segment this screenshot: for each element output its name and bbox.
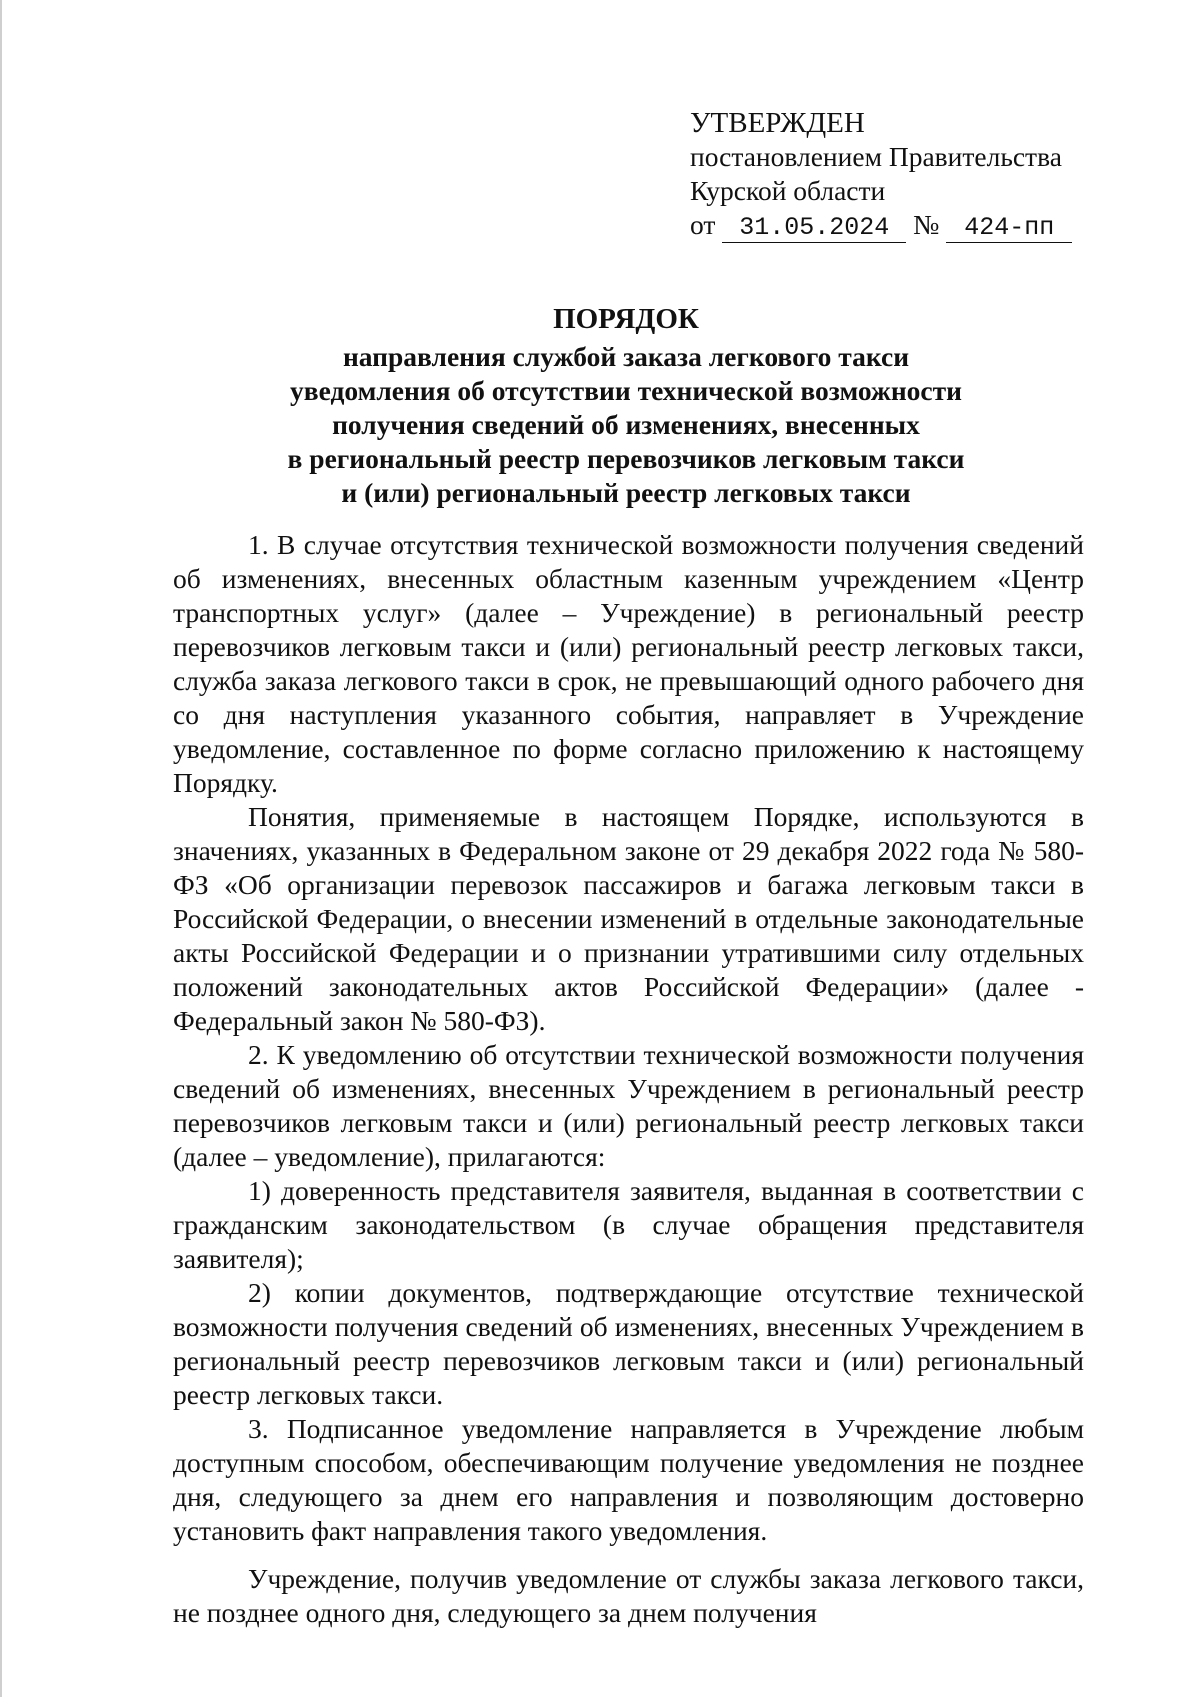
approval-stamp-block bbox=[690, 106, 1072, 243]
approval-title: УТВЕРЖДЕН bbox=[690, 107, 865, 139]
subtitle-line: получения сведений об изменениях, внесенных bbox=[332, 409, 920, 440]
approval-date: 31.05.2024 bbox=[722, 214, 906, 243]
subtitle-line: уведомления об отсутствии технической возможности bbox=[290, 375, 962, 406]
approval-line-2: Курской области bbox=[690, 175, 886, 206]
document-body bbox=[173, 528, 1084, 1630]
scan-edge-line bbox=[0, 0, 2, 1697]
subtitle-line: и (или) региональный реестр легковых такси bbox=[341, 477, 911, 508]
paragraph-institution: Учреждение, получив уведомление от службы заказа легкового такси, не позднее одного дня, следующего за днем получения bbox=[173, 1563, 1084, 1628]
paragraph-1: 1. В случае отсутствия технической возможности получения сведений об изменениях, внесенных областным казенным учреждением «Центр транспортных услуг» (далее – Учреждение) в региональный реестр перевозчиков легковым такси и (или) региональный реестр легковых такси, служба заказа легкового такси в срок, не превышающий одного рабочего дня со дня наступления указанного события, направляет в Учреждение уведомление, составленное по форме согласно приложению к настоящему Порядку. bbox=[173, 529, 1084, 798]
approval-date-line bbox=[690, 208, 1072, 243]
paragraph-3: 3. Подписанное уведомление направляется в Учреждение любым доступным способом, обеспечивающим получение уведомления не позднее дня, следующего за днем его направления и позволяющим достоверно установить факт направления такого уведомления. bbox=[173, 1413, 1084, 1546]
paragraph-definitions: Понятия, применяемые в настоящем Порядке, используются в значениях, указанных в Федеральном законе от 29 декабря 2022 года № 580-ФЗ «Об организации перевозок пассажиров и багажа легковым такси в Российской Федерации, о внесении изменений в отдельные законодательные акты Российской Федерации и о признании утратившими силу отдельных положений законодательных актов Российской Федерации» (далее - Федеральный закон № 580-ФЗ). bbox=[173, 801, 1084, 1036]
document-heading bbox=[170, 302, 1082, 510]
subtitle-line: направления службой заказа легкового такси bbox=[342, 341, 910, 372]
document-title: ПОРЯДОК bbox=[553, 303, 699, 335]
paragraph-2: 2. К уведомлению об отсутствии технической возможности получения сведений об изменениях, внесенных Учреждением в региональный реестр перевозчиков легковым такси и (или) региональный реестр легковых такси (далее – уведомление), прилагаются: bbox=[173, 1039, 1084, 1172]
approval-line-1: постановлением Правительства bbox=[690, 141, 1062, 172]
number-prefix: № bbox=[913, 209, 940, 240]
subtitle-line: в региональный реестр перевозчиков легковым такси bbox=[287, 443, 965, 474]
list-item-1: 1) доверенность представителя заявителя, выданная в соответствии с гражданским законодательством (в случае обращения представителя заявителя); bbox=[173, 1175, 1084, 1274]
approval-number: 424-пп bbox=[946, 214, 1072, 243]
from-prefix: от bbox=[690, 209, 716, 240]
list-item-2: 2) копии документов, подтверждающие отсутствие технической возможности получения сведений об изменениях, внесенных Учреждением в региональный реестр перевозчиков легковым такси и (или) региональный реестр легковых такси. bbox=[173, 1277, 1084, 1410]
